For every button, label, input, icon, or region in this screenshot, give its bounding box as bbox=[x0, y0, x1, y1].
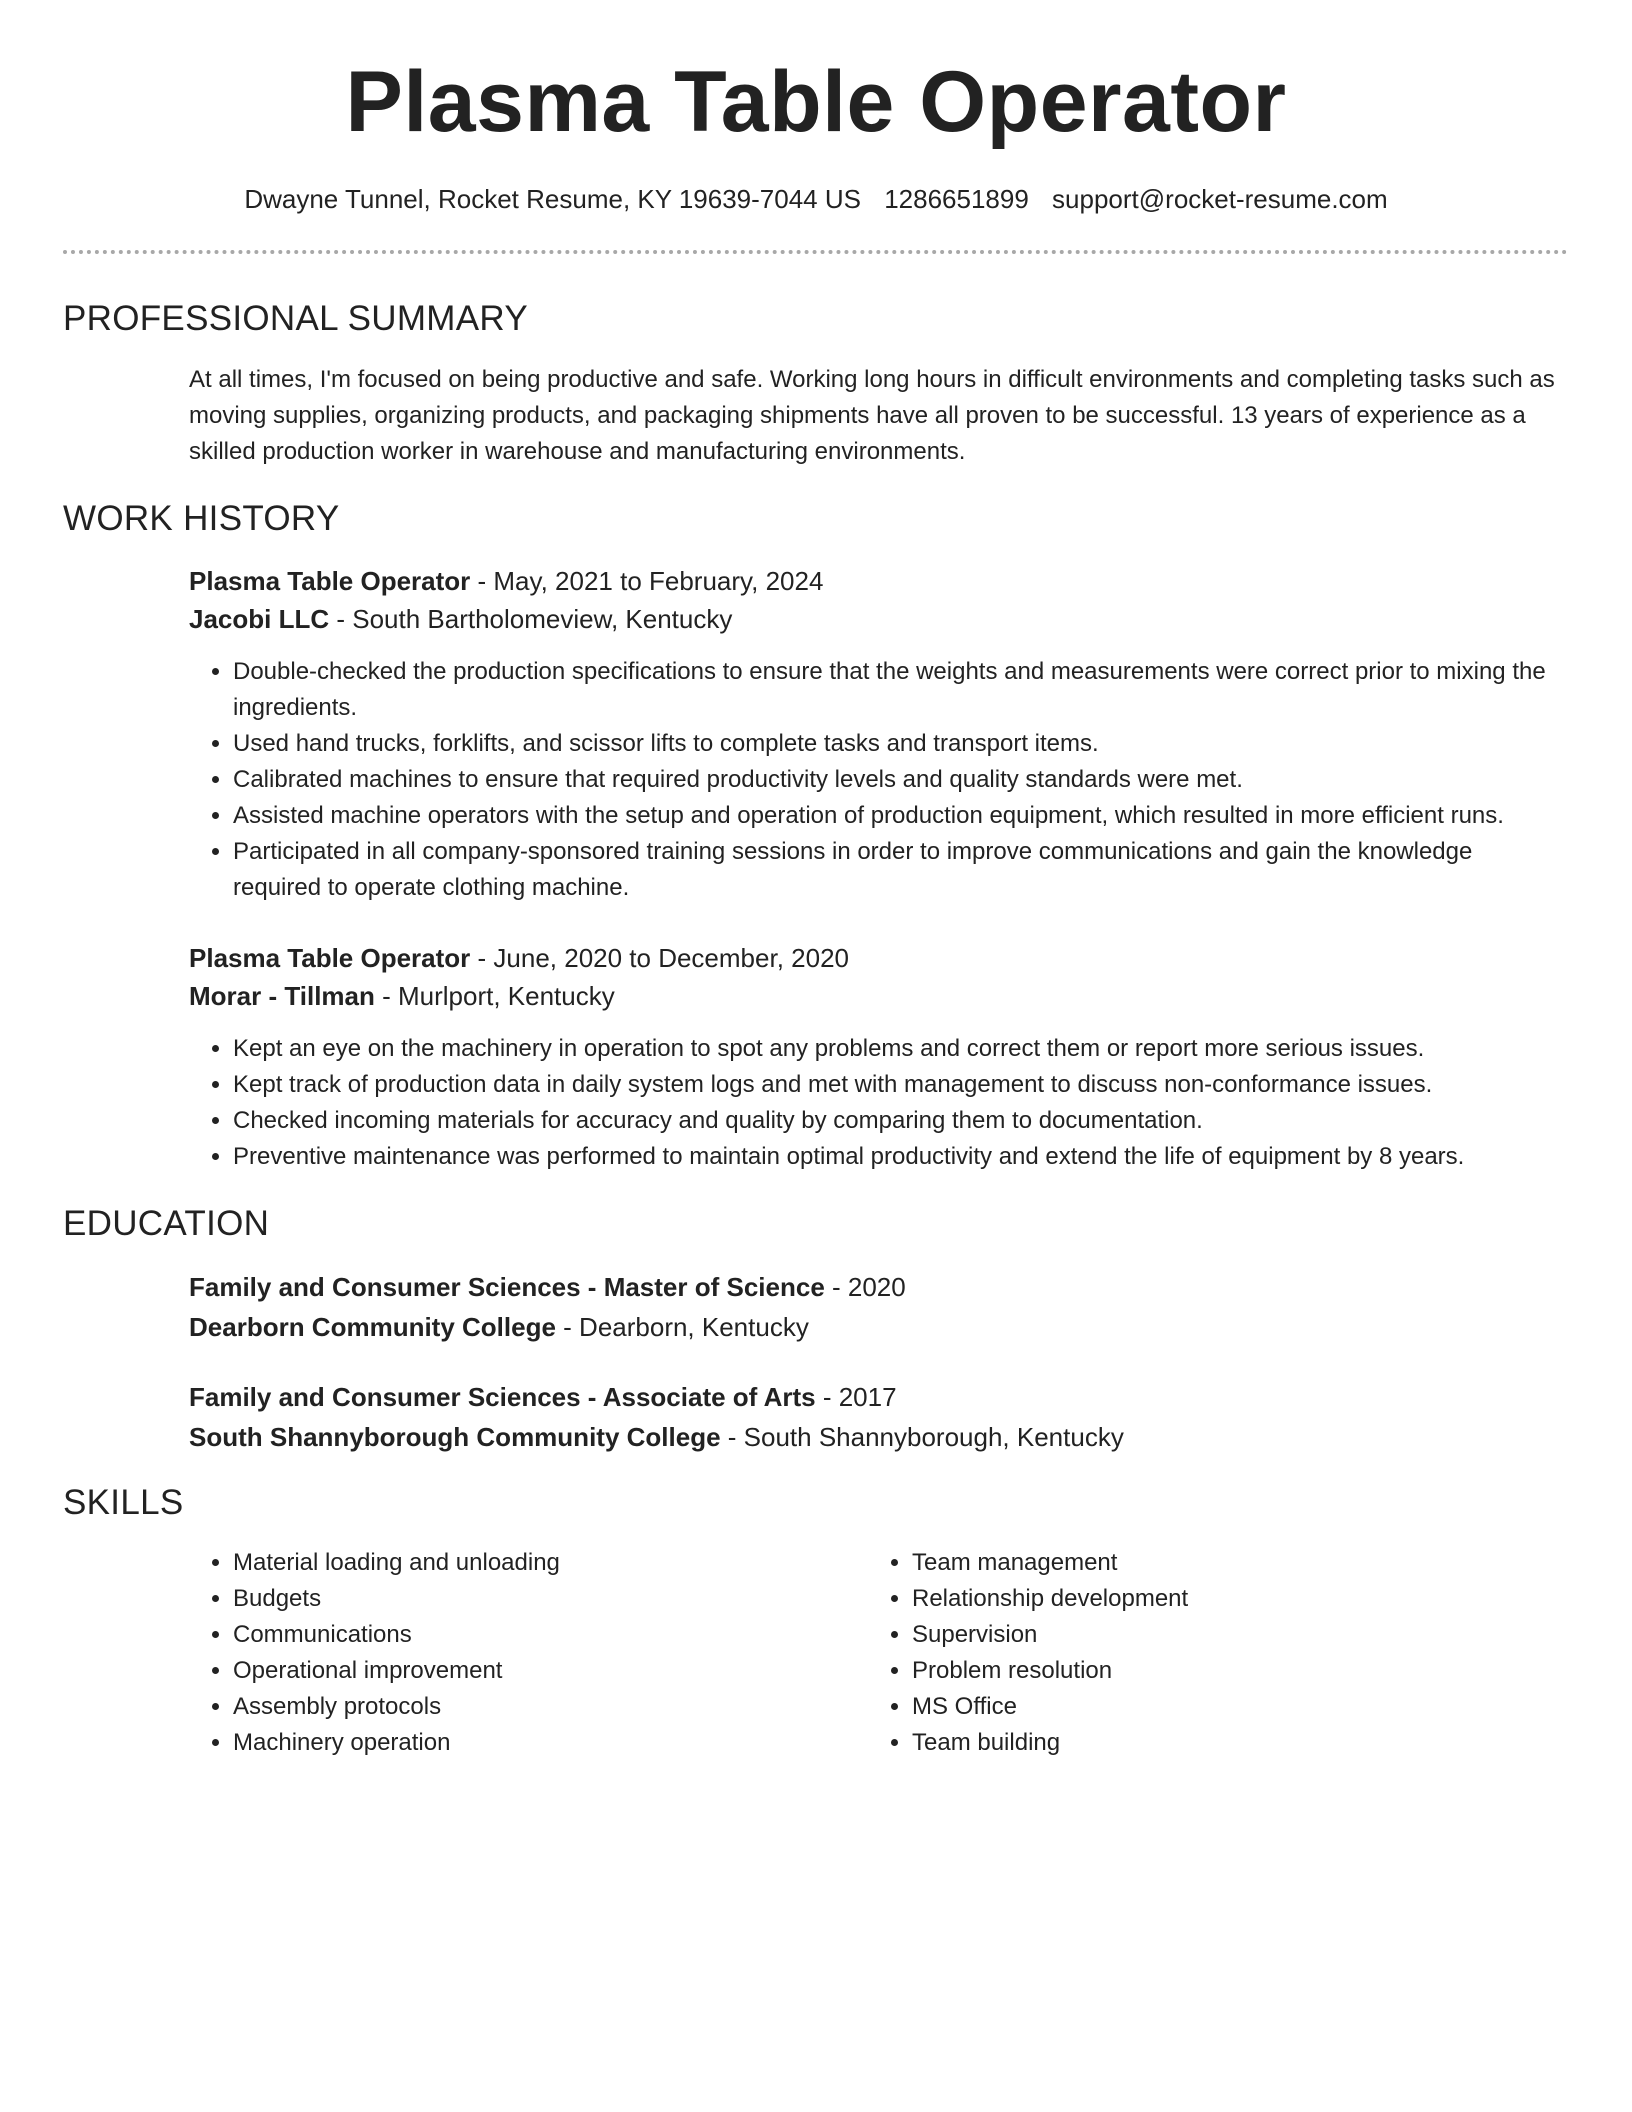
skill-item: • Team building bbox=[912, 1725, 1508, 1761]
education-school-line bbox=[189, 1417, 1567, 1457]
job-bullet: • Preventive maintenance was performed to maintain optimal productivity and extend the life of equipment by 8 years. bbox=[233, 1139, 1567, 1175]
education-school: South Shannyborough Community College bbox=[189, 1422, 721, 1452]
job-entry bbox=[189, 562, 1567, 906]
job-bullet: • Participated in all company-sponsored training sessions in order to improve communications and gain the knowledge required to operate clothing machine. bbox=[233, 834, 1567, 906]
skills-heading: SKILLS bbox=[63, 1483, 184, 1522]
skills-list bbox=[189, 1545, 829, 1761]
job-location: - Murlport, Kentucky bbox=[374, 981, 615, 1011]
skill-item: • Material loading and unloading bbox=[233, 1545, 829, 1581]
job-bullet: • Kept an eye on the machinery in operation to spot any problems and correct them or report more serious issues. bbox=[233, 1031, 1567, 1067]
education-location: - South Shannyborough, Kentucky bbox=[720, 1422, 1124, 1452]
education-year: - 2020 bbox=[824, 1272, 906, 1302]
skill-item: • Relationship development bbox=[912, 1581, 1508, 1617]
job-company-line bbox=[189, 600, 1567, 638]
education-year: - 2017 bbox=[815, 1382, 897, 1412]
job-company: Morar - Tillman bbox=[189, 981, 375, 1011]
job-location: - South Bartholomeview, Kentucky bbox=[329, 604, 733, 634]
skill-item: • Supervision bbox=[912, 1617, 1508, 1653]
skill-item: • Operational improvement bbox=[233, 1653, 829, 1689]
job-title-line bbox=[189, 939, 1567, 977]
skills-list bbox=[868, 1545, 1508, 1761]
contact-phone: 1286651899 bbox=[884, 184, 1029, 214]
education-location: - Dearborn, Kentucky bbox=[555, 1312, 809, 1342]
job-bullet: • Checked incoming materials for accuracy and quality by comparing them to documentation. bbox=[233, 1103, 1567, 1139]
job-dates: - June, 2020 to December, 2020 bbox=[470, 943, 849, 973]
summary-heading: PROFESSIONAL SUMMARY bbox=[63, 299, 528, 338]
education-school-line bbox=[189, 1307, 1567, 1347]
education-degree: Family and Consumer Sciences - Associate of Arts bbox=[189, 1382, 816, 1412]
contact-line bbox=[0, 182, 1632, 216]
job-entry bbox=[189, 939, 1567, 1175]
job-role: Plasma Table Operator bbox=[189, 943, 471, 973]
work-history-heading: WORK HISTORY bbox=[63, 499, 340, 538]
job-bullet: • Double-checked the production specifications to ensure that the weights and measurements were correct prior to mixing the ingredients. bbox=[233, 654, 1567, 726]
skill-item: • Team management bbox=[912, 1545, 1508, 1581]
education-degree: Family and Consumer Sciences - Master of Science bbox=[189, 1272, 825, 1302]
header-divider bbox=[63, 250, 1568, 254]
skill-item: • Communications bbox=[233, 1617, 829, 1653]
skills-column-left bbox=[189, 1545, 829, 1761]
job-bullet: • Calibrated machines to ensure that required productivity levels and quality standards were met. bbox=[233, 762, 1567, 798]
job-company: Jacobi LLC bbox=[189, 604, 330, 634]
education-degree-line bbox=[189, 1377, 1567, 1417]
summary-text: At all times, I'm focused on being productive and safe. Working long hours in difficult environments and completing tasks such as moving supplies, organizing products, and packaging shipments have all proven to be successful. 13 years of experience as a skilled production worker in warehouse and manufacturing environments. bbox=[189, 366, 1555, 465]
skill-item: • MS Office bbox=[912, 1689, 1508, 1725]
job-bullet: • Kept track of production data in daily system logs and met with management to discuss non-conformance issues. bbox=[233, 1067, 1567, 1103]
skill-item: • Machinery operation bbox=[233, 1725, 829, 1761]
job-bullets bbox=[189, 654, 1567, 906]
education-entry bbox=[189, 1267, 1567, 1347]
education-heading: EDUCATION bbox=[63, 1204, 270, 1243]
job-role: Plasma Table Operator bbox=[189, 566, 471, 596]
job-dates: - May, 2021 to February, 2024 bbox=[470, 566, 824, 596]
skill-item: • Assembly protocols bbox=[233, 1689, 829, 1725]
contact-address: Dwayne Tunnel, Rocket Resume, KY 19639-7044 US bbox=[244, 184, 861, 214]
job-bullet: • Assisted machine operators with the setup and operation of production equipment, which resulted in more efficient runs. bbox=[233, 798, 1567, 834]
education-entry bbox=[189, 1377, 1567, 1457]
skills-column-right bbox=[868, 1545, 1508, 1761]
skill-item: • Budgets bbox=[233, 1581, 829, 1617]
education-school: Dearborn Community College bbox=[189, 1312, 556, 1342]
job-bullets bbox=[189, 1031, 1567, 1175]
job-title-line bbox=[189, 562, 1567, 600]
resume-name: Plasma Table Operator bbox=[345, 54, 1287, 150]
contact-email: support@rocket-resume.com bbox=[1052, 184, 1388, 214]
job-company-line bbox=[189, 977, 1567, 1015]
skill-item: • Problem resolution bbox=[912, 1653, 1508, 1689]
job-bullet: • Used hand trucks, forklifts, and scissor lifts to complete tasks and transport items. bbox=[233, 726, 1567, 762]
education-degree-line bbox=[189, 1267, 1567, 1307]
